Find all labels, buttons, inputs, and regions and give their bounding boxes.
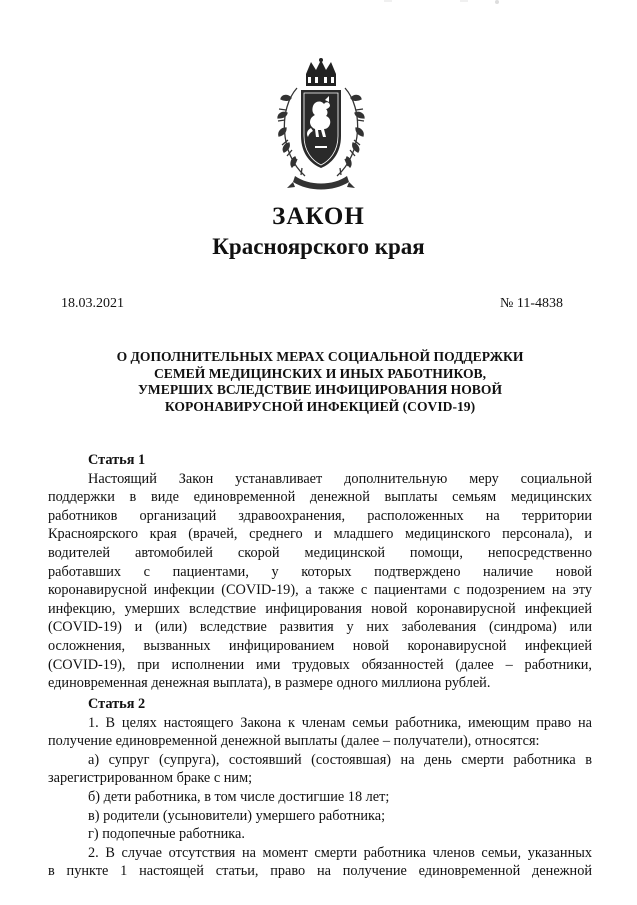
law-heading-line: О ДОПОЛНИТЕЛЬНЫХ МЕРАХ СОЦИАЛЬНОЙ ПОДДЕРЖКИ <box>116 349 524 364</box>
article-2-line: 1. В целях настоящего Закона к членам семьи работника, имеющим право на <box>88 714 592 731</box>
article-1-line: Настоящий Закон устанавливает дополнительную меру социальной <box>88 470 592 487</box>
article-1-title: Статья 1 <box>88 452 146 468</box>
article-1-line: инфекцию, умерших вследствие инфицирования новой коронавирусной инфекцией <box>48 600 592 617</box>
article-1-line: осложнения, вызванных инфицированием новой коронавирусной инфекцией <box>48 637 592 654</box>
wreath-left <box>278 88 305 176</box>
wreath-right <box>337 88 364 176</box>
ribbon-icon <box>287 176 355 190</box>
crown-icon <box>306 58 336 86</box>
shield-icon <box>301 90 341 168</box>
article-2-line: получение единовременной денежной выплаты (далее – получатели), относятся: <box>48 733 540 750</box>
article-1-line: Красноярского края (врачей, среднего и младшего медицинского персонала), и <box>48 526 592 543</box>
article-1-line: (COVID-19) и (или) вследствие развития у них заболевания (синдрома) или <box>48 619 592 636</box>
article-2-line: б) дети работника, в том числе достигшие 18 лет; <box>88 788 390 805</box>
law-heading-line: КОРОНАВИРУСНОЙ ИНФЕКЦИЕЙ (COVID-19) <box>164 398 476 414</box>
article-1-line: (COVID-19), при исполнении ими трудовых обязанностей (далее – работники, <box>48 656 592 673</box>
article-1-line: поддержки в виде единовременной денежной выплаты семьям медицинских <box>48 489 592 506</box>
article-1-line: водителей автомобилей скорой медицинской помощи, непосредственно <box>48 544 592 561</box>
article-2-line: в пункте 1 настоящей статьи, право на получение единовременной денежной <box>48 863 592 880</box>
scan-marks <box>0 0 637 10</box>
law-heading-line: СЕМЕЙ МЕДИЦИНСКИХ И ИНЫХ РАБОТНИКОВ, <box>153 365 487 381</box>
article-2 <box>48 695 592 881</box>
document-number: № 11-4838 <box>500 296 563 311</box>
law-heading-line: УМЕРШИХ ВСЛЕДСТВИЕ ИНФИЦИРОВАНИЯ НОВОЙ <box>137 382 503 398</box>
article-2-line: зарегистрированном браке с ним; <box>48 770 253 787</box>
document-subtitle: Красноярского края <box>212 234 425 259</box>
article-1-line: единовременная денежная выплата), в размере одного миллиона рублей. <box>48 675 491 692</box>
document-title: ЗАКОН <box>272 203 365 230</box>
article-2-line: а) супруг (супруга), состоявший (состоявшая) на день смерти работника в <box>88 751 592 768</box>
article-2-line: 2. В случае отсутствия на момент смерти работника членов семьи, указанных <box>88 844 592 861</box>
article-1-line: работавших с пациентами, у которых подтверждено наличие новой <box>48 563 592 580</box>
article-1-line: коронавирусной инфекции (COVID-19), а также с пациентами с подозрением на эту <box>48 582 592 599</box>
article-1-line: работников организаций здравоохранения, расположенных на территории <box>48 507 592 524</box>
article-2-line: в) родители (усыновители) умершего работника; <box>88 807 386 824</box>
coat-of-arms-emblem <box>275 58 367 194</box>
law-heading <box>60 349 580 415</box>
document-date: 18.03.2021 <box>61 296 124 311</box>
article-2-title: Статья 2 <box>88 696 146 712</box>
article-1 <box>48 451 592 693</box>
article-2-line: г) подопечные работника. <box>88 826 245 843</box>
